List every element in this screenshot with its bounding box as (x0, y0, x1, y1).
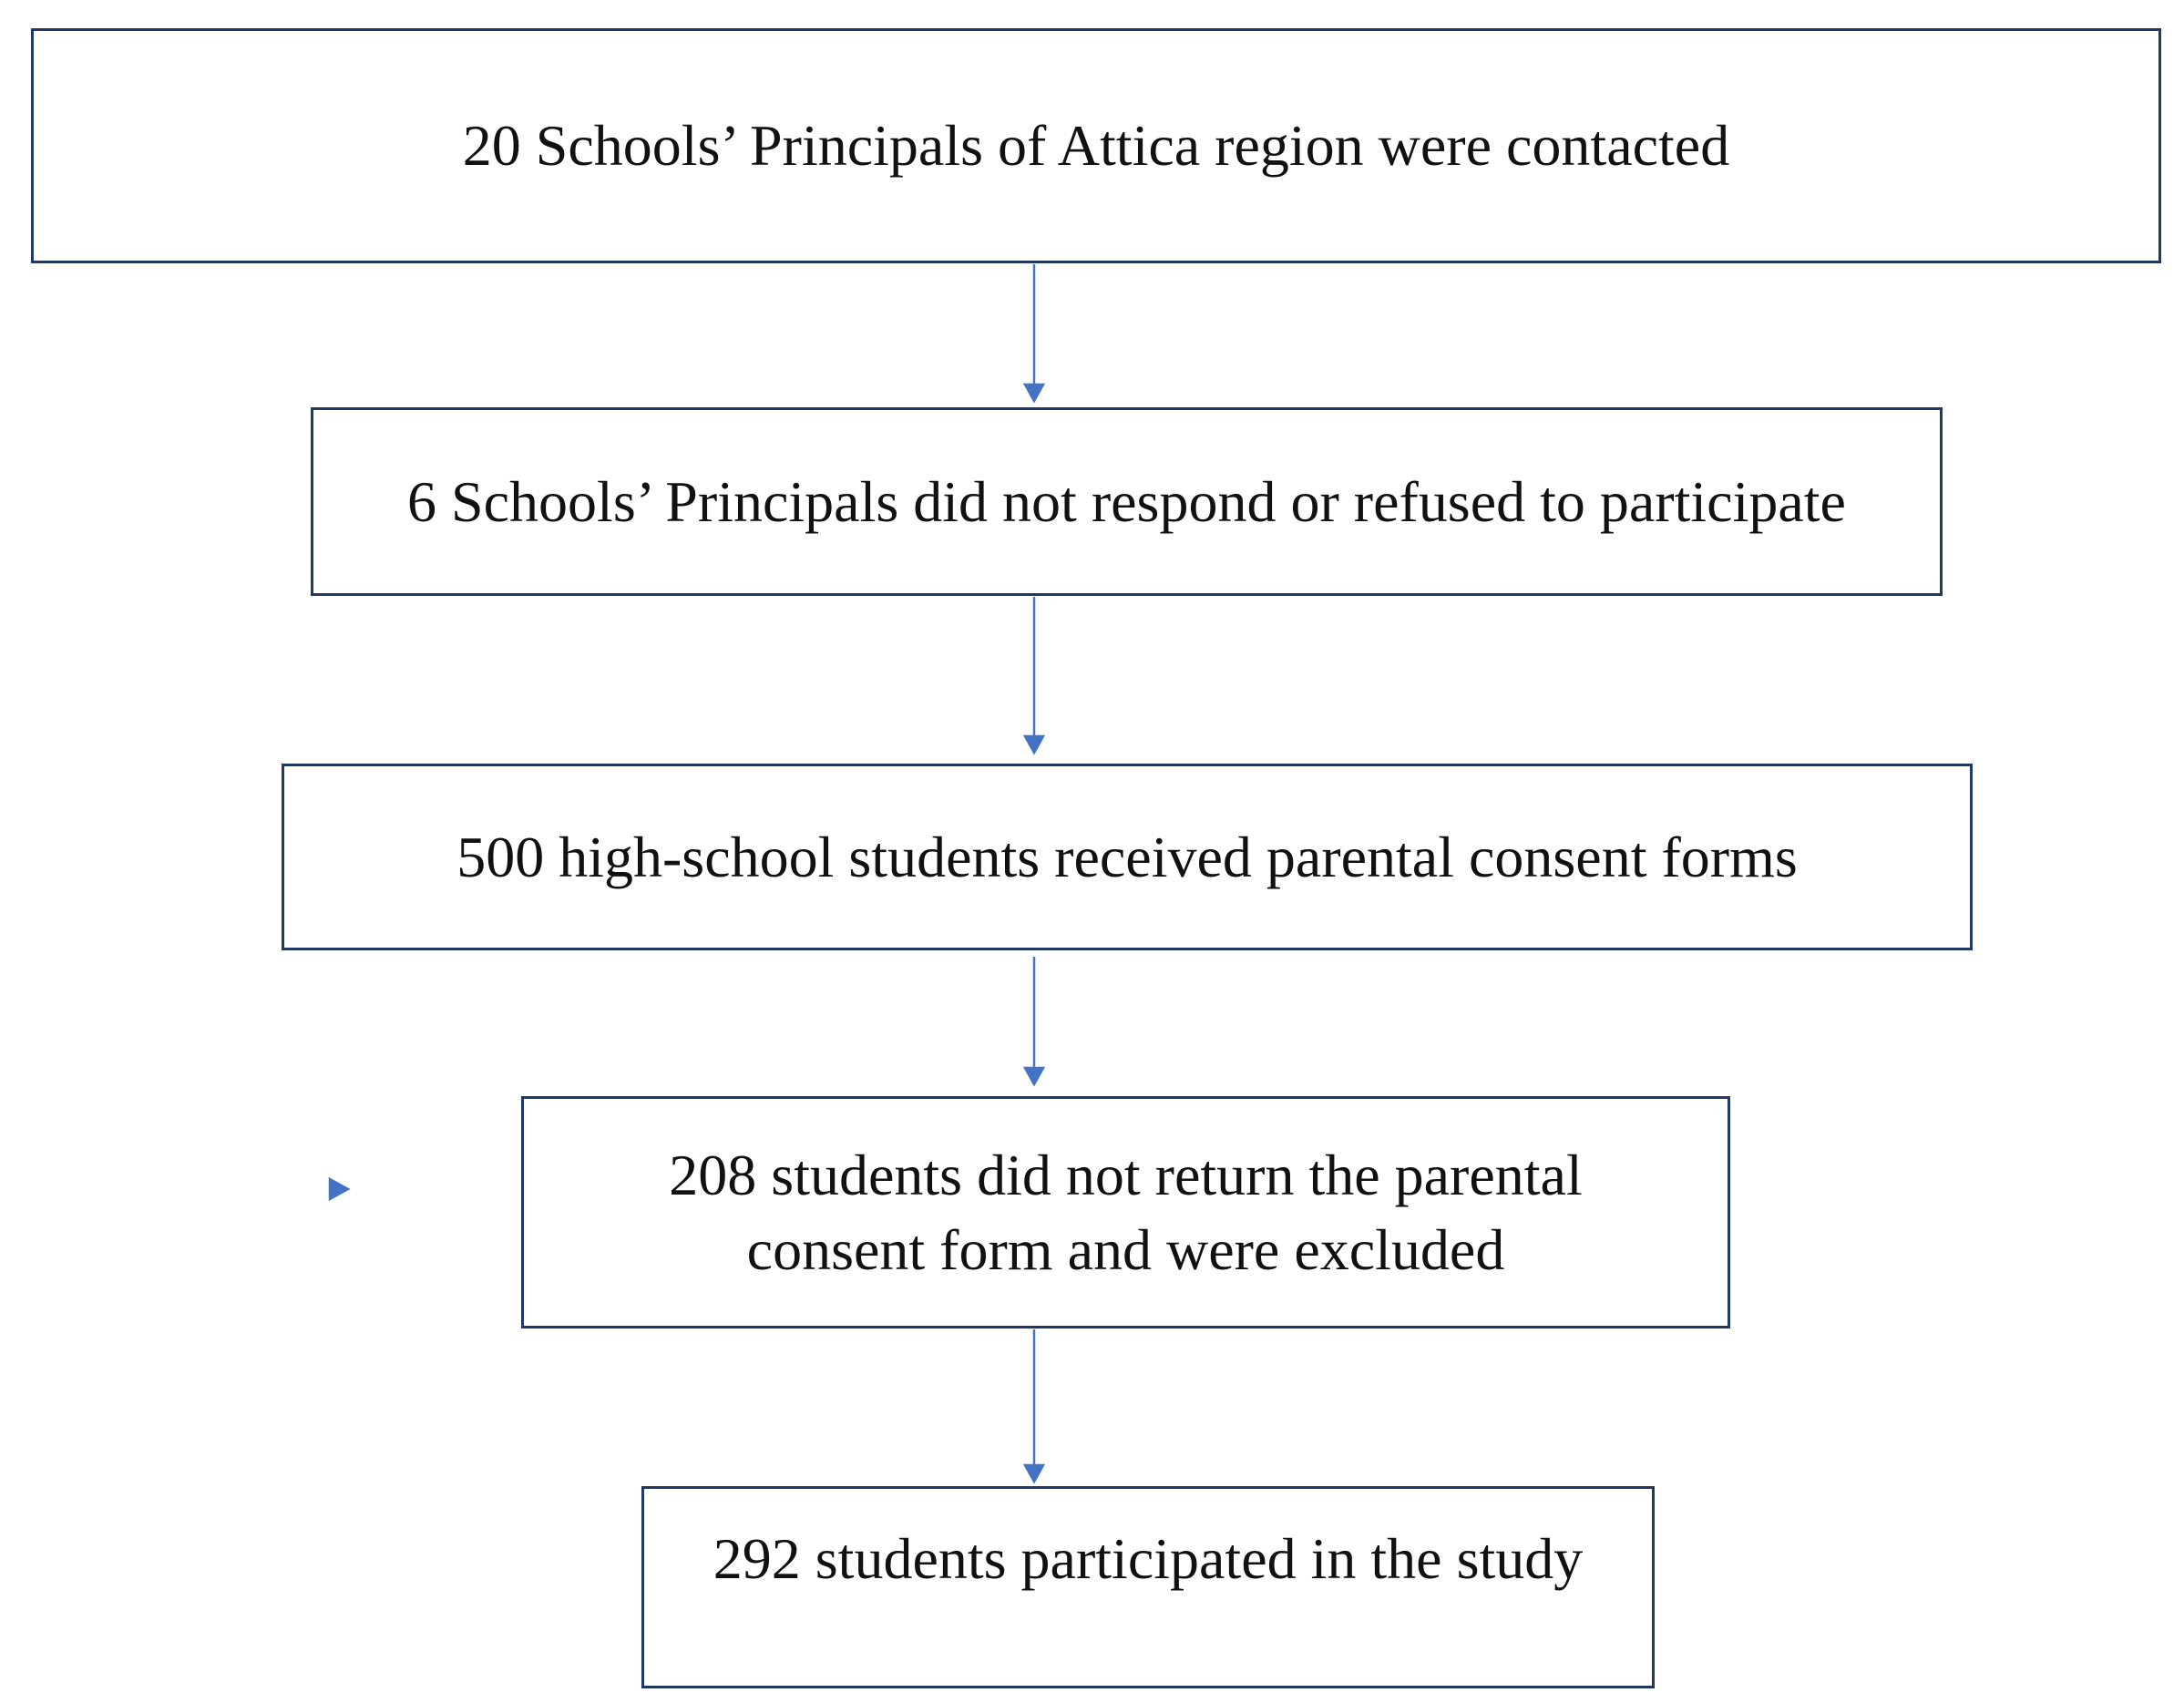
step-students-excluded-line-2: consent form and were excluded (746, 1216, 1505, 1282)
step-principals-declined-text: 6 Schools’ Principals did not respond or refused to participate (407, 468, 1846, 534)
step-consent-forms-received (282, 764, 1973, 950)
step-students-excluded (521, 1096, 1730, 1329)
arrowhead-4-to-5 (1025, 1465, 1043, 1482)
step-students-excluded-text (669, 1138, 1582, 1288)
arrowhead-3-to-4 (1025, 1068, 1043, 1084)
step-students-participated (641, 1486, 1655, 1688)
step-consent-forms-received-text: 500 high-school students received parental consent forms (456, 824, 1798, 889)
step-students-participated-text: 292 students participated in the study (713, 1526, 1584, 1591)
step-students-excluded-line-1: 208 students did not return the parental (669, 1142, 1583, 1207)
step-principals-declined (311, 407, 1943, 596)
arrowhead-1-to-2 (1025, 385, 1043, 401)
side-arrowhead (330, 1179, 348, 1199)
arrowhead-2-to-3 (1025, 736, 1043, 753)
step-schools-contacted-text: 20 Schools’ Principals of Attica region were contacted (462, 113, 1730, 178)
step-schools-contacted (31, 28, 2161, 263)
